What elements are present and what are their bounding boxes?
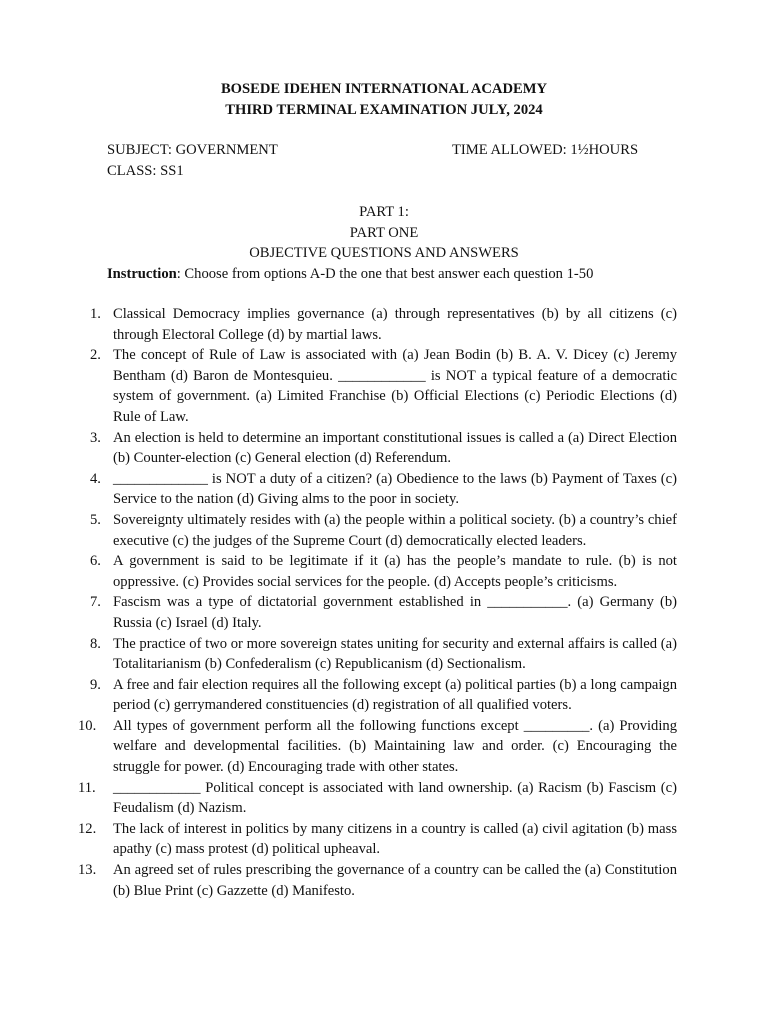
school-name: BOSEDE IDEHEN INTERNATIONAL ACADEMY	[220, 81, 548, 97]
question-item	[78, 551, 677, 592]
question-number: 3.	[90, 429, 101, 446]
question-number: 7.	[90, 594, 101, 611]
question-number: 13.	[78, 862, 97, 879]
question-text: A government is said to be legitimate if it (a) has the people’s mandate to rule. (b) is not oppressive. (c) Provides social services for the people. (d) Accepts people’s criticisms.	[113, 553, 677, 590]
instruction	[107, 264, 593, 285]
question-number: 10.	[78, 717, 97, 734]
question-number: 4.	[90, 470, 101, 487]
subject-label: SUBJECT: GOVERNMENT	[107, 142, 278, 158]
question-text: An election is held to determine an important constitutional issues is called a (a) Direct Election (b) Counter-election (c) General election (d) Referendum.	[113, 429, 677, 467]
part-line-2: PART ONE	[349, 224, 419, 241]
part-heading	[0, 202, 768, 264]
question-text: All types of government perform all the following functions except _________. (a) Providing welfare and developmental facilities. (b) Maintaining law and order. (c) Encouraging the struggle for power. (d) Encouraging trade with other states.	[113, 717, 677, 776]
question-number: 6.	[90, 553, 101, 570]
question-item	[78, 819, 677, 860]
question-number: 11.	[78, 779, 96, 796]
question-number: 1.	[90, 306, 101, 322]
class-label: CLASS: SS1	[107, 162, 184, 179]
question-text: _____________ is NOT a duty of a citizen? (a) Obedience to the laws (b) Payment of Taxes (c) Service to the nation (d) Giving alms to the poor in society.	[113, 470, 677, 508]
question-text: The lack of interest in politics by many citizens in a country is called (a) civil agitation (b) mass apathy (c) mass protest (d) political upheaval.	[113, 820, 677, 858]
question-list	[78, 304, 677, 901]
question-number: 9.	[90, 676, 101, 693]
question-text: Classical Democracy implies governance (a) through representatives (b) by all citizens (c) through Electoral College (d) by martial laws.	[113, 306, 677, 343]
question-item	[78, 428, 677, 469]
exam-meta-left	[107, 140, 278, 181]
part-line-1: PART 1:	[359, 204, 409, 220]
question-item	[78, 716, 677, 778]
question-text: The concept of Rule of Law is associated with (a) Jean Bodin (b) B. A. V. Dicey (c) Jeremy Bentham (d) Baron de Montesquieu. ____________ is NOT a typical feature of a democratic system of government. (a) Limited Franchise (b) Official Elections (c) Periodic Elections (d) Rule of Law.	[113, 347, 677, 425]
question-number: 12.	[78, 820, 97, 837]
question-item	[78, 469, 677, 510]
part-line-3: OBJECTIVE QUESTIONS AND ANSWERS	[249, 245, 519, 262]
question-text: The practice of two or more sovereign states uniting for security and external affairs is called (a) Totalitarianism (b) Confederalism (c) Republicanism (d) Sectionalism.	[113, 635, 677, 673]
question-item	[78, 675, 677, 716]
question-item	[78, 860, 677, 901]
question-number: 5.	[90, 511, 101, 528]
question-text: Sovereignty ultimately resides with (a) the people within a political society. (b) a country’s chief executive (c) the judges of the Supreme Court (d) democratically elected leaders.	[113, 511, 677, 549]
question-item	[78, 345, 677, 427]
exam-meta-right	[452, 140, 638, 161]
question-text: An agreed set of rules prescribing the governance of a country can be called the (a) Constitution (b) Blue Print (c) Gazzette (d) Manifesto.	[113, 862, 677, 899]
instruction-text: : Choose from options A-D the one that best answer each question 1-50	[176, 266, 594, 282]
exam-header	[0, 79, 768, 120]
instruction-label: Instruction	[107, 266, 177, 282]
time-allowed-label: TIME ALLOWED: 1½HOURS	[452, 142, 639, 158]
question-text: A free and fair election requires all the following except (a) political parties (b) a long campaign period (c) gerrymandered constituencies (d) registration of all qualified voters.	[113, 676, 677, 714]
question-text: ____________ Political concept is associated with land ownership. (a) Racism (b) Fascism (c) Feudalism (d) Nazism.	[113, 779, 677, 817]
question-item	[78, 510, 677, 551]
question-text: Fascism was a type of dictatorial government established in ___________. (a) Germany (b) Russia (c) Israel (d) Italy.	[113, 594, 677, 631]
question-item	[78, 592, 677, 633]
question-number: 8.	[90, 635, 101, 652]
question-item	[78, 304, 677, 345]
question-item	[78, 634, 677, 675]
question-item	[78, 778, 677, 819]
exam-title: THIRD TERMINAL EXAMINATION JULY, 2024	[225, 101, 543, 118]
question-number: 2.	[90, 347, 101, 364]
